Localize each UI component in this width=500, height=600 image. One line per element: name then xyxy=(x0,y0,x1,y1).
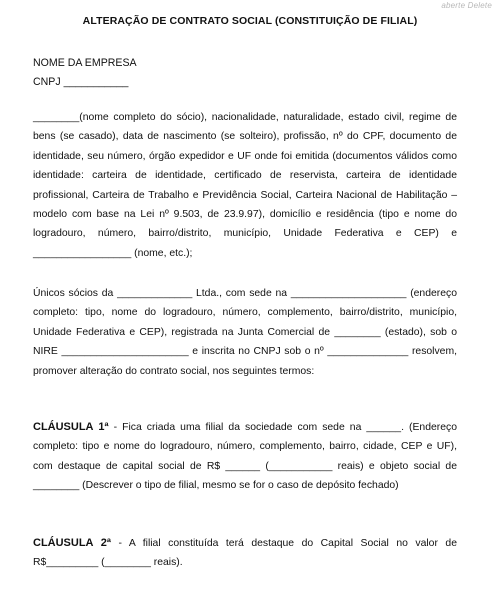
company-name-label: NOME DA EMPRESA xyxy=(33,57,137,69)
clause-2-paragraph xyxy=(33,534,457,573)
clause-1-heading: CLÁUSULA 1ª xyxy=(33,421,109,433)
clause-2-text: - A filial constituída terá destaque do Capital Social no valor de R$_________ (________ reais). xyxy=(33,538,457,569)
partner-qualification-paragraph: ________(nome completo do sócio), nacionalidade, naturalidade, estado civil, regime de bens (se casado), data de nascimento (se solteiro), profissão, nº do CPF, documento de identidade, seu número, órgão expedidor e UF onde foi emitida (documentos válidos como identidade: carteira de identidade, certificado de reservista, carteira de identidade profissional, Carteira de Trabalho e Previdência Social, Carteira Nacional de Habilitação – modelo com base na Lei nº 9.503, de 23.9.97), domicílio e residência (tipo e nome do logradouro, número, bairro/distrito, município, Unidade Federativa e CEP) e _________________ (nome, etc.); xyxy=(33,112,457,259)
cnpj-label: CNPJ ___________ xyxy=(33,76,129,88)
document-title: ALTERAÇÃO DE CONTRATO SOCIAL (CONSTITUIÇÃO DE FILIAL) xyxy=(82,15,418,27)
watermark-text: aberte Delete xyxy=(441,1,492,10)
clause-1-text: - Fica criada uma filial da sociedade com sede na ______. (Endereço completo: tipo e nome do logradouro, número, complemento, bairro, cidade, CEP e UF), com destaque de capital social de R$ ______ (___________ reais) e objeto social de ________ (Descrever o tipo de filial, mesmo se for o caso de depósito fechado) xyxy=(33,422,457,492)
sole-partners-paragraph: Únicos sócios da _____________ Ltda., com sede na ____________________ (endereço completo: tipo, nome do logradouro, número, complemento, bairro/distrito, município, Unidade Federativa e CEP), registrada na Junta Comercial de ________ (estado), sob o NIRE ______________________ e inscrita no CNPJ sob o nº ______________ resolvem, promover alteração do contrato social, nos seguintes termos: xyxy=(33,288,457,377)
clause-1-paragraph xyxy=(33,418,457,496)
clause-2-heading: CLÁUSULA 2ª xyxy=(33,537,111,549)
